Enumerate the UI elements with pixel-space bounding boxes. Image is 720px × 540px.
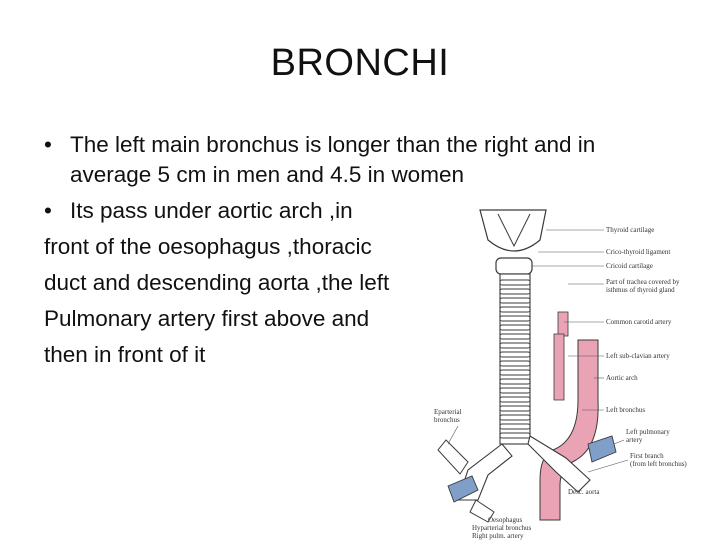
label-carotid: Common carotid artery — [606, 318, 672, 326]
label-oesophagus: Oesophagus — [488, 516, 523, 524]
label-cricoid: Cricoid cartilage — [606, 262, 653, 270]
label-eparterial-a: Eparterial — [434, 408, 462, 416]
bullet-text: Its pass under aortic arch ,in — [70, 198, 353, 223]
label-pulm-artery-a: Left pulmonary — [626, 428, 670, 436]
label-cricothyroid: Crico-thyroid ligament — [606, 248, 671, 256]
label-first-branch-b: (from left bronchus) — [630, 460, 687, 468]
anatomy-figure — [428, 200, 720, 540]
label-thyroid: Thyroid cartilage — [606, 226, 655, 234]
trachea — [500, 274, 530, 444]
bullet-continuation: average 5 cm in men and 4.5 in women — [70, 162, 464, 187]
carotid-artery — [554, 334, 564, 400]
trachea-bronchi-illustration — [428, 200, 720, 540]
cricoid-cartilage — [496, 258, 532, 274]
label-subclavian: Left sub-clavian artery — [606, 352, 670, 360]
label-right-pulm: Right pulm. artery — [472, 532, 524, 540]
thyroid-isthmus — [558, 312, 568, 336]
body-line: duct and descending aorta ,the left — [44, 270, 390, 295]
bullet-text: The left main bronchus is longer than the right and in — [70, 132, 596, 157]
label-hyparterial: Hyparterial bronchus — [472, 524, 532, 532]
label-pulm-artery-b: artery — [626, 436, 643, 444]
body-line: front of the oesophagus ,thoracic — [44, 234, 372, 259]
label-trachea-b: isthmus of thyroid gland — [606, 286, 675, 294]
label-eparterial-b: bronchus — [434, 416, 460, 424]
bullet-item — [44, 130, 694, 160]
slide-title: BRONCHI — [270, 42, 450, 84]
bullet-icon: • — [44, 198, 52, 223]
bullet-icon: • — [44, 132, 52, 157]
body-line: Pulmonary artery first above and — [44, 306, 370, 331]
label-desc-aorta: Desc. aorta — [568, 488, 600, 496]
label-left-bronchus: Left bronchus — [606, 406, 646, 414]
label-first-branch-a: First branch — [630, 452, 664, 460]
body-line: then in front of it — [44, 342, 206, 367]
label-aortic-arch: Aortic arch — [606, 374, 638, 382]
eparterial-bronchus — [438, 440, 468, 474]
label-trachea-a: Part of trachea covered by — [606, 278, 680, 286]
